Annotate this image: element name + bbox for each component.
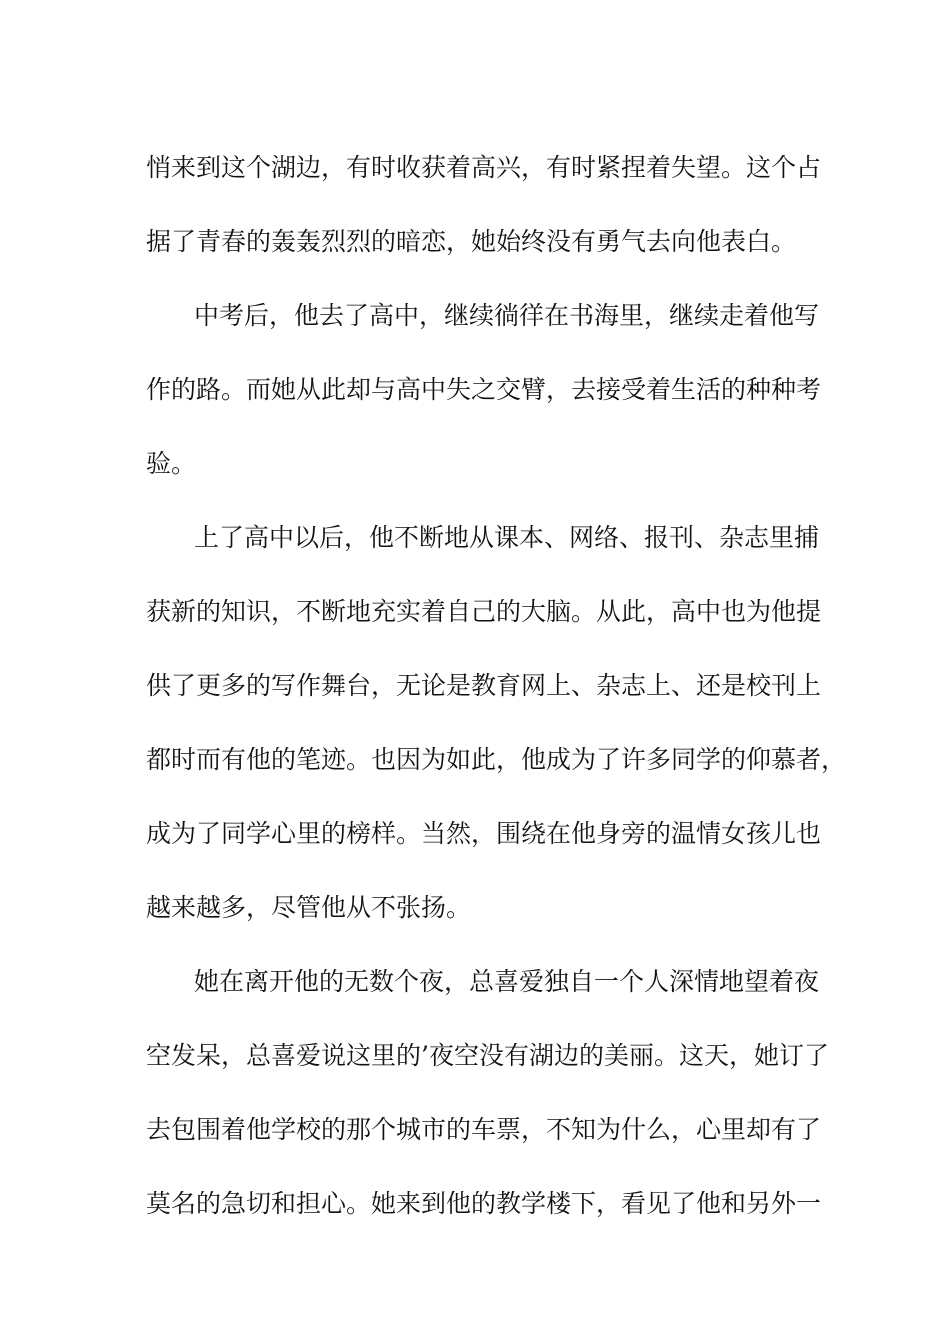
text-line: 作的路。而她从此却与高中失之交臂，去接受着生活的种种考 [146,375,822,404]
paragraph-3 [146,501,847,945]
text-line: 莫名的急切和担心。她来到他的教学楼下，看见了他和另外一 [146,1189,822,1218]
document-body [146,131,847,1241]
text-line: 中考后，他去了高中，继续徜徉在书海里，继续走着他写 [194,301,820,330]
paragraph-1 [146,131,826,279]
text-line: 验。 [146,449,197,478]
text-line: 都时而有他的笔迹。也因为如此，他成为了许多同学的仰慕者， [146,745,847,774]
paragraph-2 [146,279,826,501]
text-line: 空发呆，总喜爱说这里的’夜空没有湖边的美丽。这天，她订了 [146,1041,829,1070]
text-line: 成为了同学心里的榜样。当然，围绕在他身旁的温情女孩儿也 [146,819,822,848]
text-line: 去包围着他学校的那个城市的车票，不知为什么，心里却有了 [146,1115,822,1144]
paragraph-4 [146,945,829,1241]
text-line: 悄来到这个湖边，有时收获着高兴，有时紧捏着失望。这个占 [146,153,822,182]
text-line: 她在离开他的无数个夜，总喜爱独自一个人深情地望着夜 [194,967,820,996]
text-line: 获新的知识，不断地充实着自己的大脑。从此，高中也为他提 [146,597,822,626]
text-line: 上了高中以后，他不断地从课本、网络、报刊、杂志里捕 [194,523,820,552]
text-line: 据了青春的轰轰烈烈的暗恋，她始终没有勇气去向他表白。 [146,227,797,256]
text-line: 供了更多的写作舞台，无论是教育网上、杂志上、还是校刊上 [146,671,822,700]
text-line: 越来越多，尽管他从不张扬。 [146,893,472,922]
